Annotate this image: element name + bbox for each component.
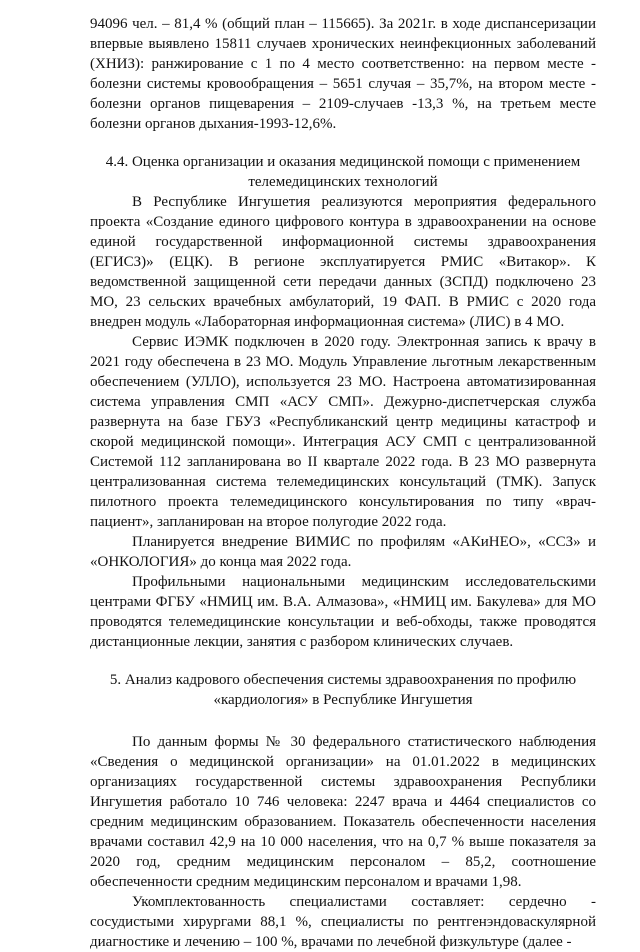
paragraph-vimis-plan: Планируется внедрение ВИМИС по профилям «АКиНЕО», «ССЗ» и «ОНКОЛОГИЯ» до конца мая 2022 года. [90, 534, 596, 570]
paragraph-digital-contour: В Республике Ингушетия реализуются мероприятия федерального проекта «Создание единого цифрового контура в здравоохранении на основе единой государственной информационной системы здравоохранения (ЕГИСЗ)» (ЕЦК). В регионе эксплуатируется РМИС «Витакор». К ведомственной защищенной сети передачи данных (ЗСПД) подключено 23 МО, 23 сельских врачебных амбулаторий, 19 ФАП. В РМИС с 2020 года внедрен модуль «Лабораторная информационная система» (ЛИС) в 4 МО. [90, 194, 596, 330]
paragraph-staffing-form-30: По данным формы № 30 федерального статистического наблюдения «Сведения о медицинской организации» на 01.01.2022 в медицинских организациях государственной системы здравоохранения Республики Ингушетия работало 10 746 человека: 2247 врача и 4464 специалистов со средним медицинским образованием. Показатель обеспеченности населения врачами составил 42,9 на 10 000 населения, что на 0,7 % выше показателя за 2020 год, средним медицинским персоналом – 85,2, соотношение обеспеченности средним медицинским персоналом и врачами 1,98. [90, 734, 596, 890]
paragraph-dispensary-results: 94096 чел. – 81,4 % (общий план – 115665). За 2021г. в ходе диспансеризации впервые выявлено 15811 случаев хронических неинфекционных заболеваний (ХНИЗ): ранжирование с 1 по 4 место соответственно: на первом месте - болезни системы кровообращения – 5651 случая – 35,7%, на втором месте - болезни органов пищеварения – 2109-случаев -13,3 %, на третьем месте болезни органов дыхания-1993-12,6%. [90, 16, 596, 132]
paragraph-iemk-service: Сервис ИЭМК подключен в 2020 году. Электронная запись к врачу в 2021 году обеспечена в 23 МО. Модуль Управление льготным лекарственным обеспечением (УЛЛО), используется 23 МО. Настроена автоматизированная система управления СМП «АСУ СМП». Дежурно-диспетчерская служба развернута на базе ГБУЗ «Республиканский центр медицины катастроф и скорой медицинской помощи». Интеграция АСУ СМП с централизованной Системой 112 запланирована во II квартале 2022 года. В 23 МО развернута централизованная система телемедицинских консультаций (ТМК). Запуск пилотного проекта телемедицинского консультирования по типу «врач-пациент», запланирован на второе полугодие 2022 года. [90, 334, 596, 530]
section-heading-4-4: 4.4. Оценка организации и оказания медицинской помощи с применением телемедицинских технологий [105, 154, 581, 190]
paragraph-staffing-level: Укомплектованность специалистами составляет: сердечно - сосудистыми хирургами 88,1 %, специалисты по рентгенэндоваскулярной диагностике и лечению – 100 %, врачами по лечебной физкультуре (далее - [90, 894, 596, 950]
section-heading-5: 5. Анализ кадрового обеспечения системы здравоохранения по профилю «кардиология» в Республике Ингушетия [109, 672, 577, 708]
paragraph-national-centers: Профильными национальными медицинским исследовательскими центрами ФГБУ «НМИЦ им. В.А. Алмазова», «НМИЦ им. Бакулева» для МО проводятся телемедицинские консультации и веб-обходы, также проводятся дистанционные лекции, занятия с разбором клинических случаев. [90, 574, 596, 650]
document-page [90, 14, 596, 952]
